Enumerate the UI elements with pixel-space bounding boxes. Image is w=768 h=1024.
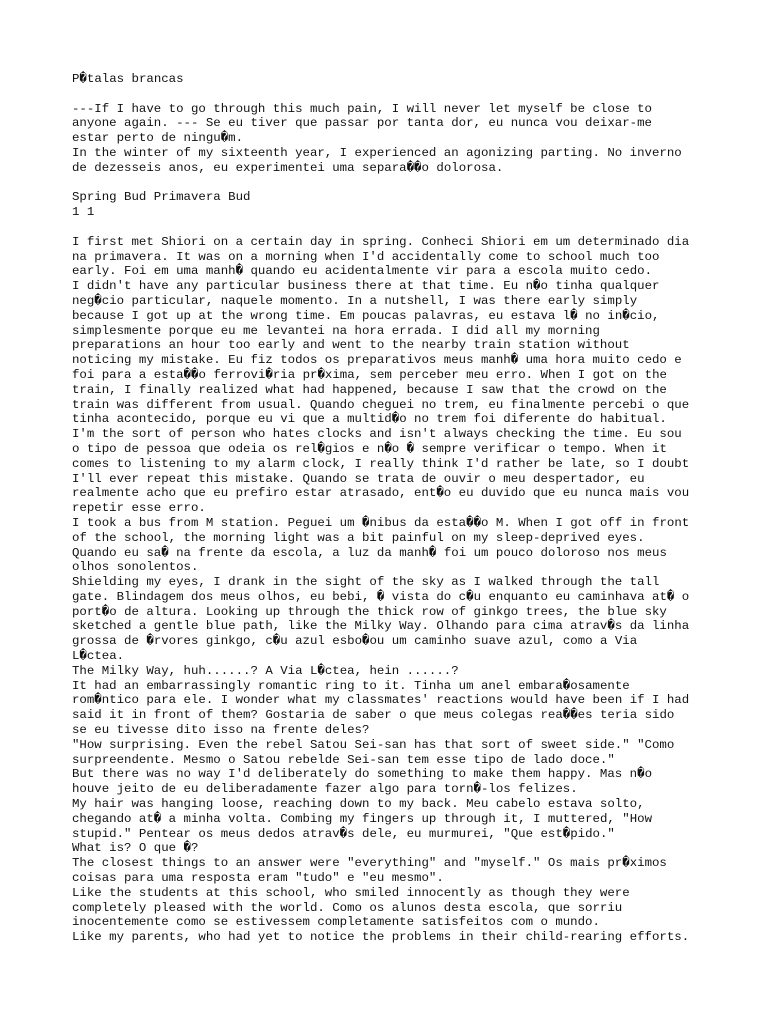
body-line: Like the students at this school, who smiled innocently as though they were: [72, 885, 630, 900]
document-page: [72, 72, 712, 945]
body-line: Like my parents, who had yet to notice the problems in their child-rearing efforts.: [72, 930, 690, 945]
body-line: neg�cio particular, naquele momento. In a nutshell, I was there early simply: [72, 293, 638, 308]
intro-line: de dezesseis anos, eu experimentei uma separa��o dolorosa.: [72, 160, 504, 175]
body-line: repetir esse erro.: [72, 501, 206, 516]
body-line: realmente acho que eu prefiro estar atrasado, ent�o eu duvido que eu nunca mais vou: [72, 486, 690, 501]
body-line: surpreendente. Mesmo o Satou rebelde Sei-san tem esse tipo de lado doce.": [72, 752, 615, 767]
body-line: foi para a esta��o ferrovi�ria pr�xima, sem perceber meu erro. When I got on the: [72, 367, 667, 382]
body-line: comes to listening to my alarm clock, I really think I'd rather be late, so I doubt: [72, 456, 690, 471]
chapter-number: 1 1: [72, 205, 95, 220]
body-line: I'm the sort of person who hates clocks and isn't always checking the time. Eu sou: [72, 427, 682, 442]
spacer: [72, 220, 712, 235]
body-text: [72, 235, 712, 945]
body-line: noticing my mistake. Eu fiz todos os preparativos meus manh� uma hora muito cedo e: [72, 353, 682, 368]
chapter-heading: Spring Bud Primavera Bud: [72, 190, 251, 205]
intro-block: [72, 102, 712, 176]
body-line: because I got up at the wrong time. Em poucas palavras, eu estava l� no in�cio,: [72, 308, 660, 323]
body-line: I took a bus from M station. Peguei um �nibus da esta��o M. When I got off in front: [72, 515, 690, 530]
body-line: simplesmente porque eu me levantei na hora errada. I did all my morning: [72, 323, 600, 338]
body-line: na primavera. It was on a morning when I'd accidentally come to school much too: [72, 249, 660, 264]
body-line: coisas para uma resposta eram "tudo" e "eu mesmo".: [72, 871, 444, 886]
body-line: said it in front of them? Gostaria de saber o que meus colegas rea��es teria sido: [72, 708, 675, 723]
intro-line: anyone again. --- Se eu tiver que passar por tanta dor, eu nunca vou deixar-me: [72, 116, 652, 131]
body-line: I first met Shiori on a certain day in spring. Conheci Shiori em um determinado dia: [72, 234, 690, 249]
body-line: tinha acontecido, porque eu vi que a multid�o no trem foi diferente do habitual.: [72, 412, 667, 427]
document-title: P�talas brancas: [72, 72, 184, 86]
body-line: port�o de altura. Looking up through the thick row of ginkgo trees, the blue sky: [72, 604, 667, 619]
spacer: [72, 176, 712, 191]
body-line: Shielding my eyes, I drank in the sight of the sky as I walked through the tall: [72, 575, 660, 590]
body-line: The closest things to an answer were "everything" and "myself." Os mais pr�ximos: [72, 856, 667, 871]
spacer: [72, 87, 712, 102]
body-line: sketched a gentle blue path, like the Milky Way. Olhando para cima atrav�s da linha: [72, 619, 690, 634]
body-line: olhos sonolentos.: [72, 560, 199, 575]
body-line: grossa de �rvores ginkgo, c�u azul esbo�ou um caminho suave azul, como a Via: [72, 634, 638, 649]
intro-line: estar perto de ningu�m.: [72, 131, 244, 146]
body-line: rom�ntico para ele. I wonder what my classmates' reactions would have been if I had: [72, 693, 690, 708]
body-line: of the school, the morning light was a bit painful on my sleep-deprived eyes.: [72, 530, 645, 545]
intro-line: ---If I have to go through this much pain, I will never let myself be close to: [72, 101, 652, 116]
body-line: train, I finally realized what had happened, because I saw that the crowd on the: [72, 382, 667, 397]
body-line: preparations an hour too early and went to the nearby train station without: [72, 338, 630, 353]
body-line: What is? O que �?: [72, 841, 199, 856]
body-line: The Milky Way, huh......? A Via L�ctea, hein ......?: [72, 663, 459, 678]
intro-line: In the winter of my sixteenth year, I experienced an agonizing parting. No inverno: [72, 145, 682, 160]
body-line: o tipo de pessoa que odeia os rel�gios e n�o � sempre verificar o tempo. When it: [72, 441, 667, 456]
body-line: inocentemente como se estivessem completamente satisfeitos com o mundo.: [72, 915, 600, 930]
body-line: "How surprising. Even the rebel Satou Sei-san has that sort of sweet side." "Como: [72, 737, 675, 752]
body-line: se eu tivesse dito isso na frente deles?: [72, 723, 370, 738]
body-line: I'll ever repeat this mistake. Quando se trata de ouvir o meu despertador, eu: [72, 471, 645, 486]
body-line: train was different from usual. Quando cheguei no trem, eu finalmente percebi o que: [72, 397, 690, 412]
body-line: L�ctea.: [72, 649, 125, 664]
body-line: My hair was hanging loose, reaching down to my back. Meu cabelo estava solto,: [72, 797, 645, 812]
body-line: stupid." Pentear os meus dedos atrav�s dele, eu murmurei, "Que est�pido.": [72, 826, 615, 841]
body-line: Quando eu sa� na frente da escola, a luz da manh� foi um pouco doloroso nos meus: [72, 545, 667, 560]
body-line: completely pleased with the world. Como os alunos desta escola, que sorriu: [72, 900, 623, 915]
body-line: houve jeito de eu deliberadamente fazer algo para torn�-los felizes.: [72, 782, 578, 797]
body-line: chegando at� a minha volta. Combing my fingers up through it, I muttered, "How: [72, 811, 653, 826]
body-line: I didn't have any particular business there at that time. Eu n�o tinha qualquer: [72, 279, 660, 294]
body-line: But there was no way I'd deliberately do something to make them happy. Mas n�o: [72, 767, 653, 782]
body-line: It had an embarrassingly romantic ring to it. Tinha um anel embara�osamente: [72, 678, 630, 693]
body-line: early. Foi em uma manh� quando eu acidentalmente vir para a escola muito cedo.: [72, 264, 653, 279]
body-line: gate. Blindagem dos meus olhos, eu bebi, � vista do c�u enquanto eu caminhava at� o: [72, 589, 690, 604]
